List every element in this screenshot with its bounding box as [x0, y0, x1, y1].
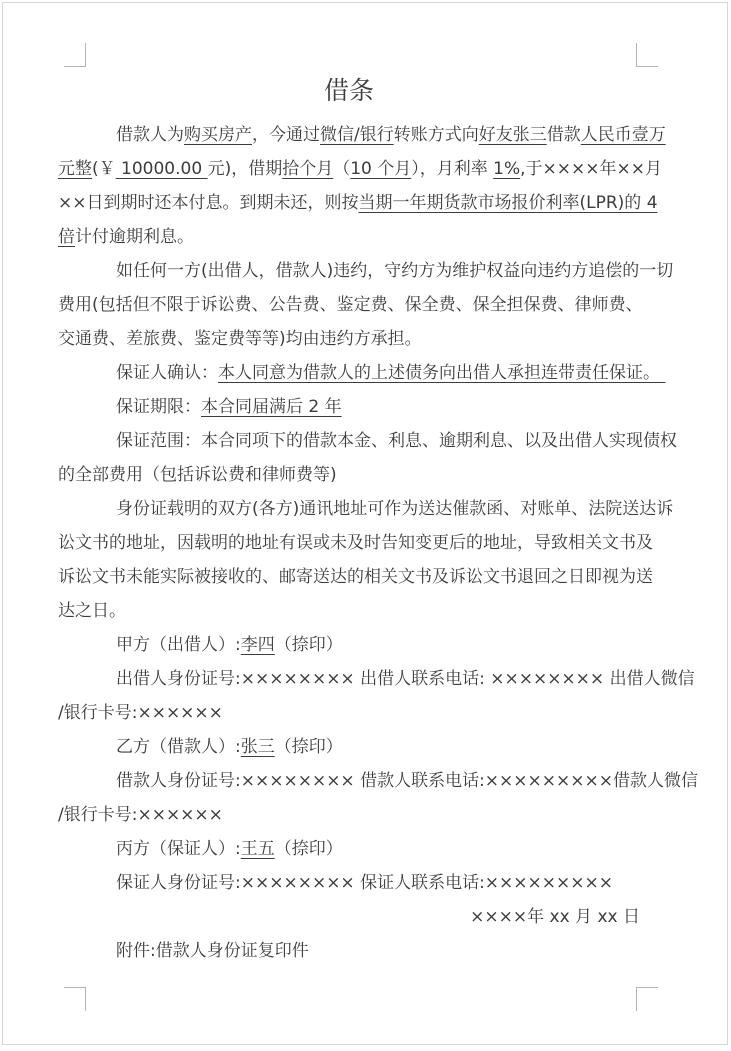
text-run: 保证人身份证号:×××××××× 保证人联系电话:×××××××××: [116, 873, 614, 893]
underlined-text: 当期一年期货款市场报价利率(LPR)的 4: [358, 193, 658, 213]
text-run: ,于××××年××月: [520, 159, 663, 179]
underlined-text: 王五: [240, 839, 275, 859]
text-run: 甲方（出借人）:: [116, 635, 241, 655]
underlined-text: 元整: [58, 159, 92, 179]
text-run: 讼文书的地址，因载明的地址有误或未及时告知变更后的地址，导致相关文书及: [58, 533, 653, 553]
document-line: [58, 662, 695, 696]
underlined-text: 本合同届满后 2 年: [201, 397, 342, 417]
underlined-text: 好友张三: [478, 125, 547, 145]
underlined-text: 购买房产: [184, 125, 252, 145]
crop-mark-bottom-right: [636, 987, 658, 1011]
text-run: ，今通过: [252, 125, 320, 145]
underlined-text: 张三: [240, 737, 275, 757]
document-line: [58, 866, 640, 900]
crop-mark-top-right: [636, 43, 658, 67]
text-run: 的全部费用（包括诉讼费和律师费等): [58, 465, 337, 485]
text-run: 诉讼文书未能实际被接收的、邮寄送达的相关文书及诉讼文书退回之日即视为送: [58, 567, 653, 587]
document-line: [58, 220, 640, 254]
crop-mark-top-left: [64, 43, 86, 67]
document-line: [58, 492, 674, 526]
text-run: （捺印）: [274, 635, 343, 655]
underlined-text: 本人同意为借款人的上述债务向出借人承担连带责任保证。: [218, 363, 666, 383]
underlined-text: 倍: [58, 227, 75, 247]
crop-mark-bottom-left: [64, 987, 86, 1011]
document-line: [58, 390, 640, 424]
text-run: 保证范围：本合同项下的借款本金、利息、逾期利息、以及出借人实现债权: [116, 431, 677, 451]
document-line: [58, 628, 640, 662]
text-run: 元)，借期: [207, 159, 283, 179]
document-line: [58, 526, 653, 560]
document-line: [58, 764, 699, 798]
underlined-text: 李四: [240, 635, 275, 655]
text-run: （捺印）: [274, 737, 343, 757]
text-run: 出借人身份证号:×××××××× 出借人联系电话: ×××××××× 出借人微信: [116, 669, 695, 689]
document-line: [58, 934, 640, 968]
underlined-text: 拾个月: [282, 159, 334, 179]
text-run: (￥: [92, 159, 116, 179]
text-run: 转账方式向: [393, 125, 479, 145]
document-line: [58, 254, 674, 288]
document-body: [58, 118, 699, 968]
text-run: ），月利率: [411, 159, 494, 179]
document-line: [58, 118, 666, 152]
document-line: [58, 832, 640, 866]
text-run: 计付逾期利息。: [75, 227, 194, 247]
document-line: [58, 322, 640, 356]
document-line: [58, 730, 640, 764]
document-line: [58, 696, 640, 730]
document-line: [58, 356, 666, 390]
text-run: 借款人身份证号:×××××××× 借款人联系电话:×××××××××借款人微信: [116, 771, 699, 791]
document-line: [58, 900, 640, 934]
text-run: ××××年 xx 月 xx 日: [470, 907, 640, 927]
text-run: 身份证载明的双方(各方)通讯地址可作为送达催款函、对账单、法院送达诉: [116, 499, 674, 519]
text-run: 借款: [546, 125, 581, 145]
text-run: 乙方（借款人）:: [116, 737, 241, 757]
text-run: 达之日。: [58, 601, 126, 621]
document-line: [58, 560, 653, 594]
text-run: ××日到期时还本付息。到期未还，则按: [58, 193, 359, 213]
text-run: /银行卡号:××××××: [58, 703, 223, 723]
document-line: [58, 594, 640, 628]
document-line: [58, 152, 663, 186]
text-run: 借款人为: [116, 125, 184, 145]
underlined-text: 1%: [493, 159, 521, 179]
underlined-text: 微信/银行: [320, 125, 394, 145]
document-line: [58, 458, 640, 492]
text-run: （捺印）: [274, 839, 343, 859]
text-run: 如任何一方(出借人，借款人)违约，守约方为维护权益向违约方追偿的一切: [116, 261, 674, 281]
underlined-text: 人民币壹万: [580, 125, 666, 145]
text-run: /银行卡号:××××××: [58, 805, 223, 825]
document-title: 借条: [323, 76, 374, 105]
text-run: 交通费、差旅费、鉴定费等等)均由违约方承担。: [58, 329, 422, 349]
text-run: 保证人确认：: [116, 363, 218, 383]
text-run: 费用(包括但不限于诉讼费、公告费、鉴定费、保全费、保全担保费、律师费、: [58, 295, 643, 315]
text-run: （: [333, 159, 351, 179]
text-run: 丙方（保证人）:: [116, 839, 241, 859]
document: [58, 70, 699, 968]
document-line: [58, 288, 643, 322]
underlined-text: 10000.00: [115, 159, 208, 179]
document-line: [58, 186, 658, 220]
text-run: 保证期限：: [116, 397, 201, 417]
text-run: 附件:借款人身份证复印件: [116, 941, 309, 961]
document-line: [58, 424, 677, 458]
underlined-text: 10 个月: [350, 159, 412, 179]
document-line: [58, 798, 640, 832]
